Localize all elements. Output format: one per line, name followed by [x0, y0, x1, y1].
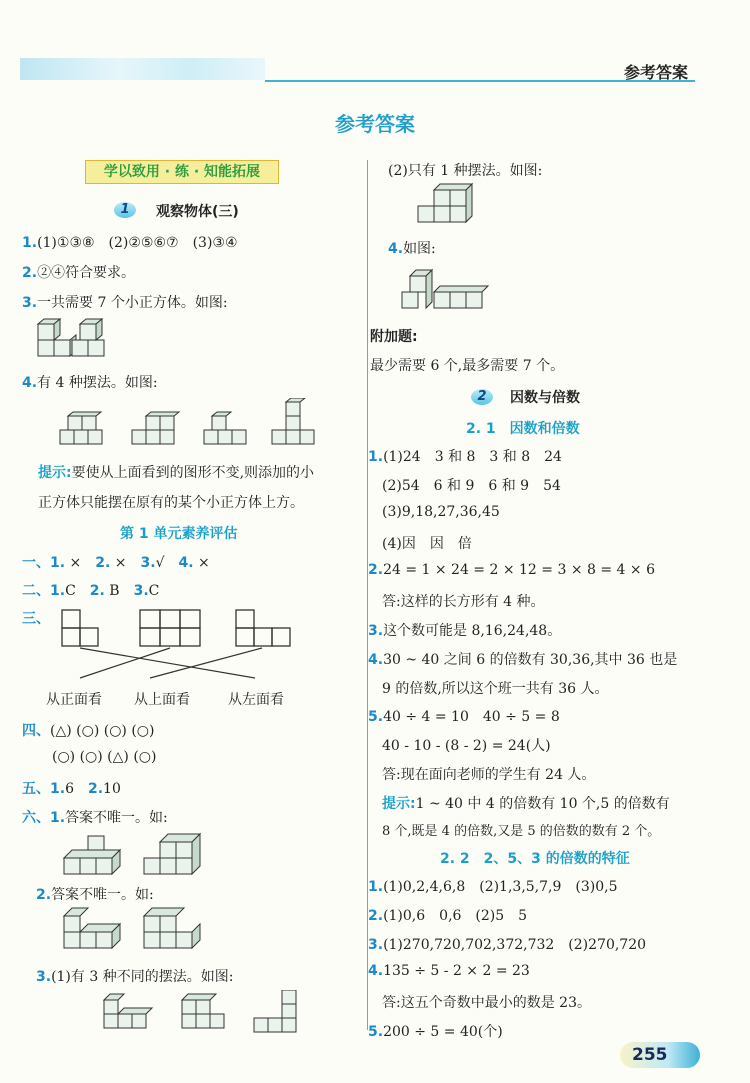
column-divider	[367, 160, 368, 1030]
extra-text: 最少需要 6 个,最多需要 7 个。	[370, 358, 565, 374]
page-title: 参考答案	[335, 112, 415, 136]
view-label-front: 从正面看	[46, 692, 102, 708]
answer-line: 4.30 ~ 40 之间 6 的倍数有 30,36,其中 36 也是	[368, 652, 678, 668]
answer-line: 4.如图:	[388, 241, 436, 257]
answer-line: 三、	[22, 611, 50, 627]
answer-line: 5.40 ÷ 4 = 10 40 ÷ 5 = 8	[368, 709, 560, 725]
answer-line: 二、1.C 2. B 3.C	[22, 583, 160, 599]
extra-title: 附加题:	[370, 329, 418, 345]
cube-figure	[400, 262, 490, 314]
answer-line: 3.这个数可能是 8,16,24,48。	[368, 623, 562, 639]
unit-title: 观察物体(三)	[156, 204, 239, 220]
views-matching-figure	[40, 604, 330, 684]
view-label-left: 从左面看	[228, 692, 284, 708]
answer-line: 5.200 ÷ 5 = 40(个)	[368, 1024, 503, 1040]
answer-line: (2)只有 1 种摆法。如图:	[388, 163, 543, 179]
answer-line: 4.有 4 种摆法。如图:	[22, 375, 158, 391]
cube-figures-six-2	[62, 906, 242, 954]
hint-line: 正方体只能摆在原有的某个小正方体上方。	[38, 495, 304, 511]
view-label-top: 从上面看	[134, 692, 190, 708]
answer-line: 五、1.6 2.10	[22, 781, 121, 797]
header-banner	[20, 58, 265, 80]
answer-line: 40 - 10 - (8 - 2) = 24(人)	[382, 738, 551, 754]
answer-line: 六、1.答案不唯一。如:	[22, 810, 168, 826]
unit-title: 因数与倍数	[510, 390, 580, 406]
section-title: 2. 2 2、5、3 的倍数的特征	[440, 851, 630, 867]
unit-number-badge: 2	[471, 389, 493, 405]
cube-figure	[402, 182, 482, 228]
hint-line: 提示:要使从上面看到的图形不变,则添加的小	[38, 465, 315, 481]
answer-line: 答:这五个奇数中最小的数是 23。	[382, 995, 591, 1011]
answer-line: (2)54 6 和 9 6 和 9 54	[382, 478, 561, 494]
header-title: 参考答案	[623, 63, 688, 82]
answer-line: 2.24 = 1 × 24 = 2 × 12 = 3 × 8 = 4 × 6	[368, 562, 655, 578]
answer-line: 2.(1)0,6 0,6 (2)5 5	[368, 908, 528, 924]
answer-line: 1.(1)①③⑧ (2)②⑤⑥⑦ (3)③④	[22, 235, 238, 251]
hint-line: 8 个,既是 4 的倍数,又是 5 的倍数的数有 2 个。	[382, 824, 661, 839]
cube-figures-row	[58, 398, 328, 450]
section-title: 2. 1 因数和倍数	[466, 421, 580, 437]
answer-line: (4)因 因 倍	[382, 536, 472, 552]
answer-line: (○) (○) (△) (○)	[52, 749, 157, 765]
answer-line: 3.(1)有 3 种不同的摆法。如图:	[36, 969, 234, 985]
answer-line: 答:这样的长方形有 4 种。	[382, 594, 545, 610]
answer-line: 3.(1)270,720,702,372,732 (2)270,720	[368, 937, 647, 953]
cube-figures-six-3	[102, 990, 332, 1036]
answer-line: 2.②④符合要求。	[22, 265, 136, 281]
answer-line: 3.一共需要 7 个小正方体。如图:	[22, 295, 228, 311]
answer-line: 2.答案不唯一。如:	[36, 887, 154, 903]
unit-number-badge: 1	[114, 202, 136, 218]
answer-line: 四、(△) (○) (○) (○)	[22, 723, 155, 739]
answer-line: 4.135 ÷ 5 - 2 × 2 = 23	[368, 963, 530, 979]
cube-figure	[36, 318, 106, 364]
eval-title: 第 1 单元素养评估	[120, 526, 238, 542]
answer-line: 答:现在面向老师的学生有 24 人。	[382, 767, 596, 783]
answer-line: 1.(1)0,2,4,6,8 (2)1,3,5,7,9 (3)0,5	[368, 879, 618, 895]
page-number: 255	[620, 1042, 700, 1068]
cube-figures-six-1	[62, 830, 242, 878]
section-badge: 学以致用 · 练 · 知能拓展	[85, 160, 279, 184]
answer-line: (3)9,18,27,36,45	[382, 504, 500, 520]
answer-line: 1.(1)24 3 和 8 3 和 8 24	[368, 449, 562, 465]
answer-line: 一、1. × 2. × 3.√ 4. ×	[22, 555, 210, 571]
answer-line: 9 的倍数,所以这个班一共有 36 人。	[382, 681, 609, 697]
hint-line: 提示:1 ~ 40 中 4 的倍数有 10 个,5 的倍数有	[382, 796, 670, 812]
